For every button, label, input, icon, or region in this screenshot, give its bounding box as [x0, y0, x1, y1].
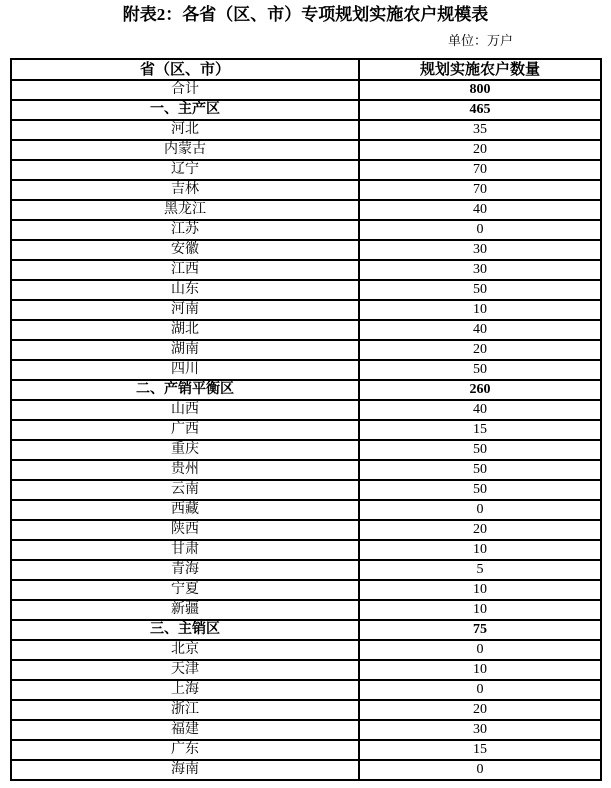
province-cell: 广东: [11, 740, 359, 760]
table-row: [11, 520, 601, 540]
table-row: [11, 400, 601, 420]
province-cell: 河北: [11, 120, 359, 140]
value-cell: 50: [359, 480, 601, 500]
province-cell: 三、主销区: [11, 620, 359, 640]
table-row: [11, 320, 601, 340]
province-cell: 宁夏: [11, 580, 359, 600]
province-cell: 云南: [11, 480, 359, 500]
table-row: [11, 380, 601, 400]
value-cell: 0: [359, 760, 601, 780]
table-row: [11, 140, 601, 160]
value-cell: 0: [359, 680, 601, 700]
value-cell: 5: [359, 560, 601, 580]
table-row: [11, 720, 601, 740]
province-cell: 甘肃: [11, 540, 359, 560]
value-cell: 50: [359, 460, 601, 480]
value-cell: 40: [359, 400, 601, 420]
table-row: [11, 500, 601, 520]
value-cell: 800: [359, 80, 601, 100]
value-cell: 10: [359, 540, 601, 560]
value-cell: 0: [359, 500, 601, 520]
value-cell: 30: [359, 720, 601, 740]
province-cell: 贵州: [11, 460, 359, 480]
table-row: [11, 240, 601, 260]
table-row: [11, 260, 601, 280]
table-row: [11, 600, 601, 620]
province-column-header: 省（区、市）: [11, 59, 359, 80]
value-cell: 10: [359, 660, 601, 680]
province-cell: 西藏: [11, 500, 359, 520]
value-cell: 10: [359, 580, 601, 600]
province-cell: 黑龙江: [11, 200, 359, 220]
table-row: [11, 580, 601, 600]
table-row: [11, 300, 601, 320]
table-row: [11, 340, 601, 360]
province-cell: 辽宁: [11, 160, 359, 180]
table-row: [11, 480, 601, 500]
province-cell: 新疆: [11, 600, 359, 620]
households-table: [10, 58, 602, 781]
value-cell: 15: [359, 740, 601, 760]
province-cell: 河南: [11, 300, 359, 320]
table-row: [11, 680, 601, 700]
province-cell: 吉林: [11, 180, 359, 200]
province-cell: 山东: [11, 280, 359, 300]
value-cell: 40: [359, 200, 601, 220]
value-cell: 50: [359, 280, 601, 300]
table-row: [11, 280, 601, 300]
province-cell: 海南: [11, 760, 359, 780]
province-cell: 山西: [11, 400, 359, 420]
province-cell: 上海: [11, 680, 359, 700]
value-cell: 40: [359, 320, 601, 340]
table-body: [11, 80, 601, 780]
table-row: [11, 360, 601, 380]
province-cell: 湖南: [11, 340, 359, 360]
table-row: [11, 620, 601, 640]
province-cell: 合计: [11, 80, 359, 100]
table-header: [11, 59, 601, 80]
province-cell: 浙江: [11, 700, 359, 720]
province-cell: 江西: [11, 260, 359, 280]
table-row: [11, 80, 601, 100]
province-cell: 湖北: [11, 320, 359, 340]
table-row: [11, 100, 601, 120]
table-row: [11, 160, 601, 180]
value-cell: 30: [359, 240, 601, 260]
table-row: [11, 420, 601, 440]
province-cell: 重庆: [11, 440, 359, 460]
table-row: [11, 760, 601, 780]
unit-note: 单位：万户: [448, 33, 514, 48]
table-row: [11, 540, 601, 560]
province-cell: 安徽: [11, 240, 359, 260]
value-cell: 20: [359, 700, 601, 720]
value-cell: 20: [359, 140, 601, 160]
table-row: [11, 200, 601, 220]
value-cell: 50: [359, 440, 601, 460]
value-cell: 10: [359, 600, 601, 620]
table-row: [11, 180, 601, 200]
value-cell: 35: [359, 120, 601, 140]
value-column-header: 规划实施农户数量: [359, 59, 601, 80]
value-cell: 260: [359, 380, 601, 400]
value-cell: 70: [359, 180, 601, 200]
table-row: [11, 440, 601, 460]
table-row: [11, 700, 601, 720]
province-cell: 陕西: [11, 520, 359, 540]
table-row: [11, 660, 601, 680]
province-cell: 江苏: [11, 220, 359, 240]
header-row: [11, 59, 601, 80]
table-row: [11, 220, 601, 240]
value-cell: 15: [359, 420, 601, 440]
province-cell: 内蒙古: [11, 140, 359, 160]
province-cell: 四川: [11, 360, 359, 380]
table-row: [11, 120, 601, 140]
province-cell: 福建: [11, 720, 359, 740]
province-cell: 天津: [11, 660, 359, 680]
value-cell: 70: [359, 160, 601, 180]
province-cell: 二、产销平衡区: [11, 380, 359, 400]
value-cell: 20: [359, 340, 601, 360]
value-cell: 0: [359, 220, 601, 240]
province-cell: 北京: [11, 640, 359, 660]
province-cell: 一、主产区: [11, 100, 359, 120]
value-cell: 20: [359, 520, 601, 540]
value-cell: 0: [359, 640, 601, 660]
table-row: [11, 640, 601, 660]
province-cell: 青海: [11, 560, 359, 580]
value-cell: 50: [359, 360, 601, 380]
table-row: [11, 460, 601, 480]
table-row: [11, 740, 601, 760]
value-cell: 30: [359, 260, 601, 280]
page-title: 附表2：各省（区、市）专项规划实施农户规模表: [122, 5, 489, 24]
province-cell: 广西: [11, 420, 359, 440]
value-cell: 75: [359, 620, 601, 640]
value-cell: 10: [359, 300, 601, 320]
value-cell: 465: [359, 100, 601, 120]
table-row: [11, 560, 601, 580]
